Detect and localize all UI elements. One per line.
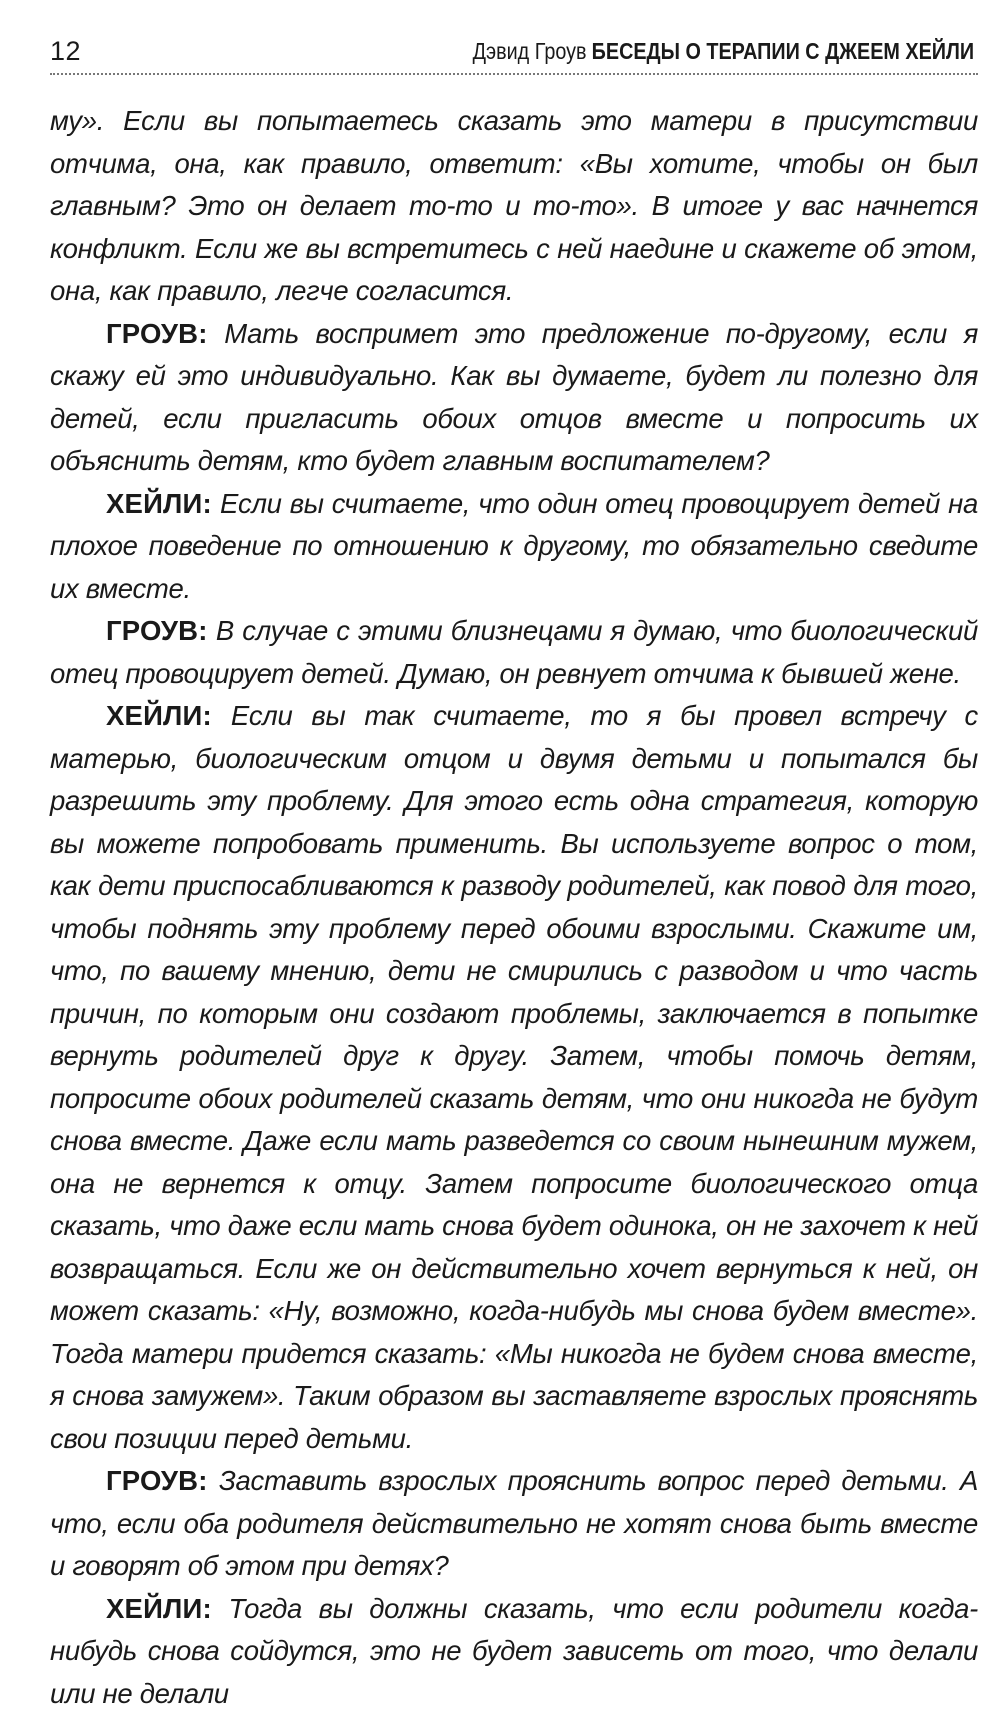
running-head-title: БЕСЕДЫ О ТЕРАПИИ С ДЖЕЕМ ХЕЙЛИ	[592, 38, 974, 64]
header-divider	[50, 73, 978, 75]
speaker-label: ХЕЙЛИ:	[106, 1593, 212, 1624]
book-page	[50, 28, 978, 1715]
speaker-label: ГРОУВ:	[106, 615, 208, 646]
speaker-label: ГРОУВ:	[106, 1465, 208, 1496]
paragraph	[50, 1460, 978, 1588]
paragraph	[50, 100, 978, 313]
paragraph	[50, 695, 978, 1460]
speaker-label: ГРОУВ:	[106, 318, 208, 349]
paragraph	[50, 610, 978, 695]
paragraph	[50, 313, 978, 483]
running-head-author: Дэвид Гроув	[473, 38, 587, 64]
paragraph-text: му». Если вы попытаетесь сказать это матери в присутствии отчима, она, как правило, ответит: «Вы хотите, чтобы он был главным? Это он делает то-то и то-то». В итоге у вас начнется конфликт. Если же вы встретитесь с ней наедине и скажете об этом, она, как правило, легче согласится.	[50, 105, 978, 306]
paragraph	[50, 483, 978, 611]
page-header	[50, 28, 978, 70]
paragraph-text: Если вы считаете, что один отец провоцирует детей на плохое поведение по отношению к другому, то обязательно сведите их вместе.	[50, 488, 978, 604]
paragraph	[50, 1588, 978, 1715]
paragraph-text: В случае с этими близнецами я думаю, что биологический отец провоцирует детей. Думаю, он ревнует отчима к бывшей жене.	[50, 615, 978, 689]
speaker-label: ХЕЙЛИ:	[106, 700, 212, 731]
paragraph-text: Тогда вы должны сказать, что если родители когда-нибудь снова сойдутся, это не будет зависеть от того, что делали или не делали	[50, 1593, 978, 1709]
paragraph-text: Если вы так считаете, то я бы провел встречу с матерью, биологическим отцом и двумя детьми и попытался бы разрешить эту проблему. Для этого есть одна стратегия, которую вы можете попробовать применить. Вы используете вопрос о том, как дети приспосабливаются к разводу родителей, как повод для того, чтобы поднять эту проблему перед обоими взрослыми. Скажите им, что, по вашему мнению, дети не смирились с разводом и что часть причин, по которым они создают проблемы, заключается в попытке вернуть родителей друг к другу. Затем, чтобы помочь детям, попросите обоих родителей сказать детям, что они никогда не будут снова вместе. Даже если мать разведется со своим нынешним мужем, она не вернется к отцу. Затем попросите биологического отца сказать, что даже если мать снова будет одинока, он не захочет к ней возвращаться. Если же он действительно хочет вернуться к ней, он может сказать: «Ну, возможно, когда-нибудь мы снова будем вместе». Тогда матери придется сказать: «Мы никогда не будем снова вместе, я снова замужем». Таким образом вы заставляете взрослых прояснять свои позиции перед детьми.	[50, 700, 978, 1454]
body-text	[50, 100, 978, 1715]
speaker-label: ХЕЙЛИ:	[106, 488, 212, 519]
page-number: 12	[50, 36, 81, 67]
running-head	[473, 38, 974, 65]
paragraph-text: Мать воспримет это предложение по-другому, если я скажу ей это индивидуально. Как вы думаете, будет ли полезно для детей, если пригласить обоих отцов вместе и попросить их объяснить детям, кто будет главным воспитателем?	[50, 318, 978, 477]
paragraph-text: Заставить взрослых прояснить вопрос перед детьми. А что, если оба родителя действительно не хотят снова быть вместе и говорят об этом при детях?	[50, 1465, 978, 1581]
